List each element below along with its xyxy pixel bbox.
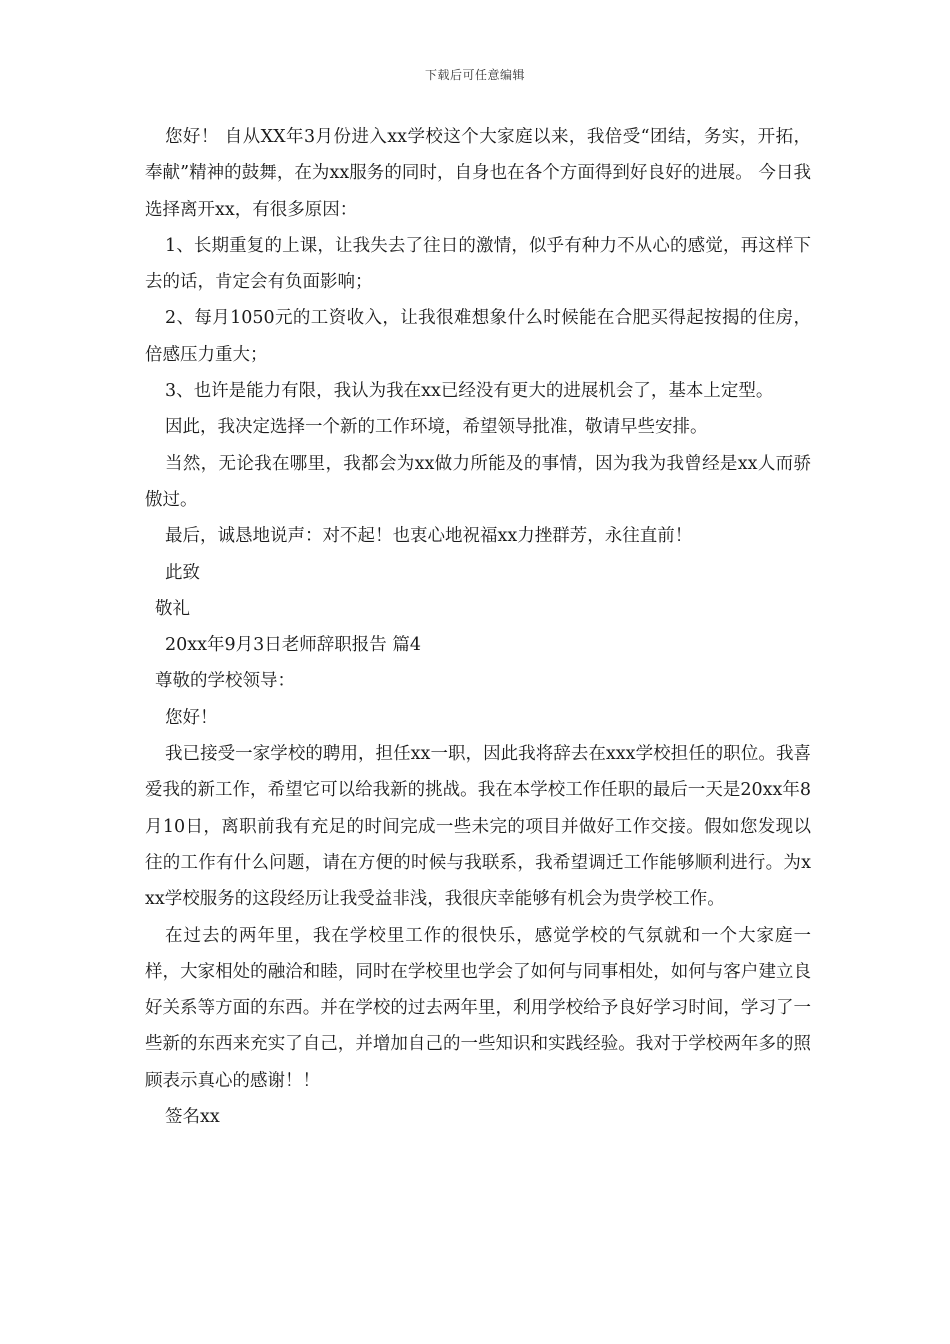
paragraph-commitment: 当然，无论我在哪里，我都会为xx做力所能及的事情，因为我为我曾经是xx人而骄傲过。 [145,453,811,510]
header-note: 下载后可任意编辑 [424,68,525,82]
document-body [145,119,811,1135]
salutation-jingli: 敬礼 [155,598,190,619]
paragraph-reason-1: 1、长期重复的上课，让我失去了往日的激情，似乎有种力不从心的感觉，再这样下去的话，肯定会有负面影响； [145,235,811,293]
salutation-cizhi: 此致 [165,562,200,583]
paragraph-reason-3: 3、也许是能力有限，我认为我在xx已经没有更大的进展机会了，基本上定型。 [165,381,774,402]
signature: 签名xx [165,1107,220,1128]
paragraph-reason-2: 2、每月1050元的工资收入，让我很难想象什么时候能在合肥买得起按揭的住房，倍感压力重大； [145,308,811,365]
paragraph-decision: 因此，我决定选择一个新的工作环境，希望领导批准，敬请早些安排。 [165,417,708,438]
paragraph-new-job: 我已接受一家学校的聘用，担任xx一职，因此我将辞去在xxx学校担任的职位。我喜爱我的新工作，希望它可以给我新的挑战。我在本学校工作任职的最后一天是20xx年8月10日，离职前我有充足的时间完成一些未完的项目并做好工作交接。假如您发现以往的工作有什么问题，请在方便的时候与我联系，我希望调迁工作能够顺利进行。为xxx学校服务的这段经历让我受益非浅，我很庆幸能够有机会为贵学校工作。 [145,744,811,910]
paragraph-closing-wish: 最后，诚恳地说声：对不起！也衷心地祝福xx力挫群芳，永往直前！ [165,526,693,547]
section-heading: 20xx年9月3日老师辞职报告 篇4 [165,635,421,656]
paragraph-greeting-intro: 您好！ 自从XX年3月份进入xx学校这个大家庭以来，我倍受“团结，务实，开拓，奉献”精神的鼓舞，在为xx服务的同时，自身也在各个方面得到好良好的进展。 今日我选择离开xx，有很多原因： [145,127,811,220]
addressee: 尊敬的学校领导： [155,671,295,692]
greeting: 您好！ [165,707,218,728]
paragraph-past-two-years: 在过去的两年里，我在学校里工作的很快乐，感觉学校的气氛就和一个大家庭一样，大家相处的融洽和睦，同时在学校里也学会了如何与同事相处，如何与客户建立良好关系等方面的东西。并在学校的过去两年里，利用学校给予良好学习时间，学习了一些新的东西来充实了自己，并增加自己的一些知识和实践经验。我对于学校两年多的照顾表示真心的感谢！！ [145,925,811,1091]
